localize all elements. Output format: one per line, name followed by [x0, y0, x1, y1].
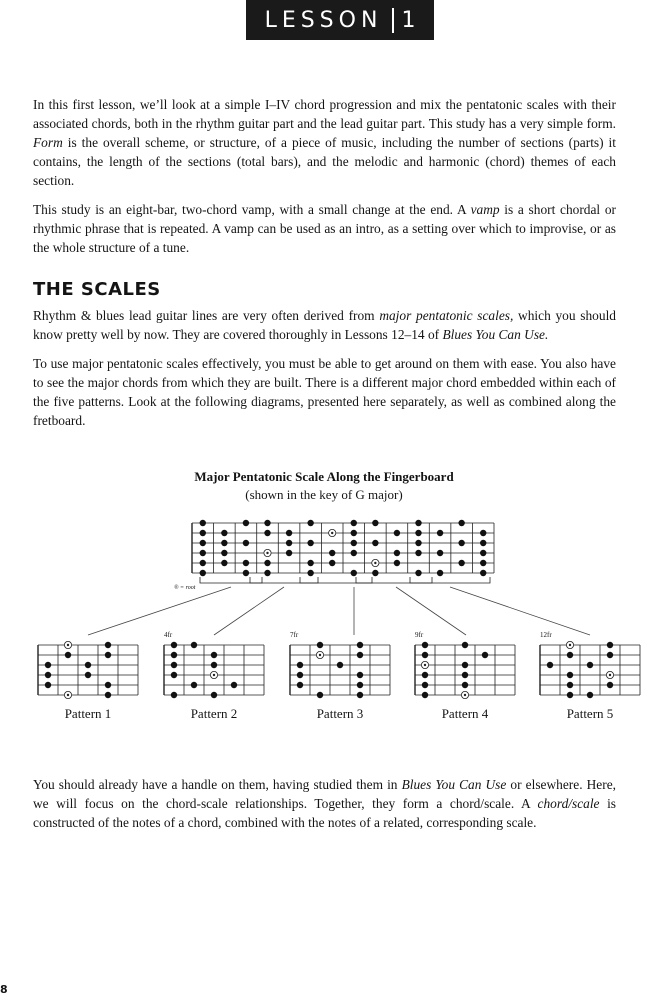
- note-dot: [200, 530, 206, 536]
- note-dot: [607, 652, 613, 658]
- note-dot: [337, 662, 343, 668]
- root-note-center: [374, 562, 376, 564]
- note-dot: [45, 682, 51, 688]
- root-note-center: [464, 694, 466, 696]
- note-dot: [462, 662, 468, 668]
- fret-label-4: 4fr: [164, 631, 173, 639]
- note-dot: [171, 642, 177, 648]
- note-dot: [462, 682, 468, 688]
- note-dot: [243, 560, 249, 566]
- text-run: which you should know pretty well by now. They are covered thoroughly in Lessons 12–14 of: [33, 308, 616, 342]
- note-dot: [357, 672, 363, 678]
- note-dot: [221, 550, 227, 556]
- note-dot: [351, 550, 357, 556]
- note-dot: [286, 530, 292, 536]
- lesson-title: LESSON: [264, 7, 383, 33]
- note-dot: [567, 672, 573, 678]
- note-dot: [171, 662, 177, 668]
- note-dot: [297, 662, 303, 668]
- note-dot: [480, 550, 486, 556]
- note-dot: [105, 682, 111, 688]
- note-dot: [422, 692, 428, 698]
- note-dot: [307, 570, 313, 576]
- note-dot: [191, 642, 197, 648]
- note-dot: [264, 560, 270, 566]
- note-dot: [307, 520, 313, 526]
- note-dot: [547, 662, 553, 668]
- fret-label-12: 12fr: [540, 631, 552, 639]
- note-dot: [243, 520, 249, 526]
- connector-line: [88, 587, 231, 635]
- note-dot: [357, 692, 363, 698]
- text-run: or elsewhere. Here, we will focus on the chord-scale relationships. Together, they form a chord/scale. A: [33, 777, 616, 811]
- note-dot: [415, 570, 421, 576]
- note-dot: [171, 652, 177, 658]
- note-dot: [45, 672, 51, 678]
- note-dot: [480, 570, 486, 576]
- note-dot: [372, 570, 378, 576]
- root-legend: ® = root: [174, 585, 196, 591]
- figure-title: Major Pentatonic Scale Along the Fingerboard: [194, 469, 454, 484]
- note-dot: [200, 520, 206, 526]
- note-dot: [264, 570, 270, 576]
- note-dot: [351, 530, 357, 536]
- note-dot: [243, 570, 249, 576]
- root-note-center: [67, 644, 69, 646]
- note-dot: [422, 652, 428, 658]
- note-dot: [329, 550, 335, 556]
- note-dot: [394, 560, 400, 566]
- note-dot: [462, 672, 468, 678]
- note-dot: [191, 682, 197, 688]
- lesson-banner: [246, 0, 434, 40]
- pattern-bracket: [356, 577, 432, 583]
- text-run: In this first lesson, we’ll look at a simple I–IV chord progression and mix the pentatonic scales with their associated chords, both in the rhythm guitar part and the lead guitar part. This study has a very simple form.: [33, 97, 616, 131]
- pattern-label-4: Pattern 4: [441, 706, 489, 721]
- note-dot: [351, 520, 357, 526]
- pattern-bracket: [410, 577, 490, 583]
- pattern-label-1: Pattern 1: [64, 706, 112, 721]
- note-dot: [480, 560, 486, 566]
- note-dot: [458, 520, 464, 526]
- note-dot: [415, 550, 421, 556]
- note-dot: [422, 672, 428, 678]
- pattern-bracket: [300, 577, 372, 583]
- note-dot: [437, 530, 443, 536]
- note-dot: [264, 530, 270, 536]
- note-dot: [462, 642, 468, 648]
- note-dot: [297, 682, 303, 688]
- note-dot: [45, 662, 51, 668]
- text-run: This study is an eight-bar, two-chord vamp, with a small change at the end. A: [33, 202, 471, 217]
- note-dot: [394, 550, 400, 556]
- scales-paragraph-1: [33, 306, 616, 344]
- lesson-number: 1: [392, 8, 415, 33]
- note-dot: [85, 662, 91, 668]
- outro-paragraph: [33, 775, 616, 832]
- connector-line: [396, 587, 466, 635]
- text-run: You should already have a handle on them, having studied them in: [33, 777, 402, 792]
- note-dot: [307, 540, 313, 546]
- pattern-label-3: Pattern 3: [316, 706, 364, 721]
- text-run: Rhythm & blues lead guitar lines are very often derived from: [33, 308, 380, 323]
- note-dot: [221, 540, 227, 546]
- text-run: is the overall scheme, or structure, of a piece of music, including the number of sections (parts) it contains, the length of the sections (total bars), and the melodic and harmonic (chord) themes of each section.: [33, 135, 616, 188]
- note-dot: [200, 550, 206, 556]
- note-dot: [211, 652, 217, 658]
- note-dot: [415, 520, 421, 526]
- note-dot: [264, 520, 270, 526]
- note-dot: [415, 540, 421, 546]
- root-note-center: [609, 674, 611, 676]
- note-dot: [394, 530, 400, 536]
- note-dot: [221, 560, 227, 566]
- text-run: To use major pentatonic scales effectively, you must be able to get around on them with ease. You also have to see the major chords from which they are built. There is a different major chord embedded within each of the five patterns. Look at the following diagrams, presented here separately, as well as combined along the fretboard.: [33, 356, 616, 428]
- figure-subtitle: (shown in the key of G major): [245, 487, 403, 502]
- intro-paragraph-2: [33, 200, 616, 257]
- note-dot: [351, 540, 357, 546]
- scales-paragraph-2: [33, 354, 616, 430]
- fret-label-9: 9fr: [415, 631, 424, 639]
- note-dot: [422, 682, 428, 688]
- note-dot: [105, 642, 111, 648]
- note-dot: [200, 540, 206, 546]
- note-dot: [415, 530, 421, 536]
- note-dot: [567, 682, 573, 688]
- fretboard-figure: [0, 505, 648, 705]
- pattern-brackets: [88, 577, 590, 635]
- note-dot: [607, 682, 613, 688]
- root-note-center: [266, 552, 268, 554]
- note-dot: [357, 652, 363, 658]
- pattern-bracket: [250, 577, 318, 583]
- italic-term: Blues You Can Use.: [442, 327, 549, 342]
- note-dot: [357, 682, 363, 688]
- note-dot: [231, 682, 237, 688]
- italic-term: Blues You Can Use: [401, 777, 507, 792]
- note-dot: [171, 672, 177, 678]
- note-dot: [587, 692, 593, 698]
- root-note-center: [569, 644, 571, 646]
- note-dot: [567, 652, 573, 658]
- note-dot: [105, 692, 111, 698]
- note-dot: [243, 540, 249, 546]
- note-dot: [480, 540, 486, 546]
- note-dot: [357, 642, 363, 648]
- full-fretboard-diagram: [192, 520, 494, 576]
- note-dot: [221, 530, 227, 536]
- note-dot: [200, 570, 206, 576]
- italic-term: major pentatonic scales,: [379, 308, 514, 323]
- note-dot: [317, 642, 323, 648]
- note-dot: [307, 560, 313, 566]
- note-dot: [422, 642, 428, 648]
- pattern-diagrams: [38, 641, 640, 698]
- note-dot: [200, 560, 206, 566]
- page-number: 8: [0, 983, 8, 996]
- text-run: is a short chordal or rhythmic phrase that is repeated. A vamp can be used as an intro, as a setting over which to improvise, or as the whole structure of a tune.: [33, 202, 616, 255]
- pattern-label-5: Pattern 5: [566, 706, 614, 721]
- note-dot: [297, 672, 303, 678]
- note-dot: [351, 570, 357, 576]
- note-dot: [480, 530, 486, 536]
- note-dot: [458, 560, 464, 566]
- italic-term: chord/scale: [537, 796, 600, 811]
- note-dot: [286, 540, 292, 546]
- note-dot: [105, 652, 111, 658]
- note-dot: [286, 550, 292, 556]
- note-dot: [329, 560, 335, 566]
- note-dot: [211, 662, 217, 668]
- root-note-center: [331, 532, 333, 534]
- connector-line: [450, 587, 590, 635]
- note-dot: [437, 550, 443, 556]
- note-dot: [567, 692, 573, 698]
- note-dot: [85, 672, 91, 678]
- root-note-center: [213, 674, 215, 676]
- note-dot: [587, 662, 593, 668]
- connector-line: [214, 587, 284, 635]
- section-heading: THE SCALES: [33, 279, 161, 300]
- intro-paragraph-1: [33, 95, 616, 190]
- text-run: is constructed of the notes of a chord, combined with the notes of a related, corresponding scale.: [33, 796, 616, 830]
- note-dot: [65, 652, 71, 658]
- root-note-center: [67, 694, 69, 696]
- note-dot: [607, 642, 613, 648]
- italic-term: Form: [33, 135, 63, 150]
- italic-term: vamp: [470, 202, 500, 217]
- note-dot: [211, 692, 217, 698]
- fret-label-7: 7fr: [290, 631, 299, 639]
- note-dot: [482, 652, 488, 658]
- note-dot: [458, 540, 464, 546]
- note-dot: [171, 692, 177, 698]
- note-dot: [437, 570, 443, 576]
- root-note-center: [319, 654, 321, 656]
- note-dot: [317, 692, 323, 698]
- note-dot: [372, 540, 378, 546]
- pattern-label-2: Pattern 2: [190, 706, 238, 721]
- note-dot: [372, 520, 378, 526]
- pattern-bracket: [200, 577, 262, 583]
- root-note-center: [424, 664, 426, 666]
